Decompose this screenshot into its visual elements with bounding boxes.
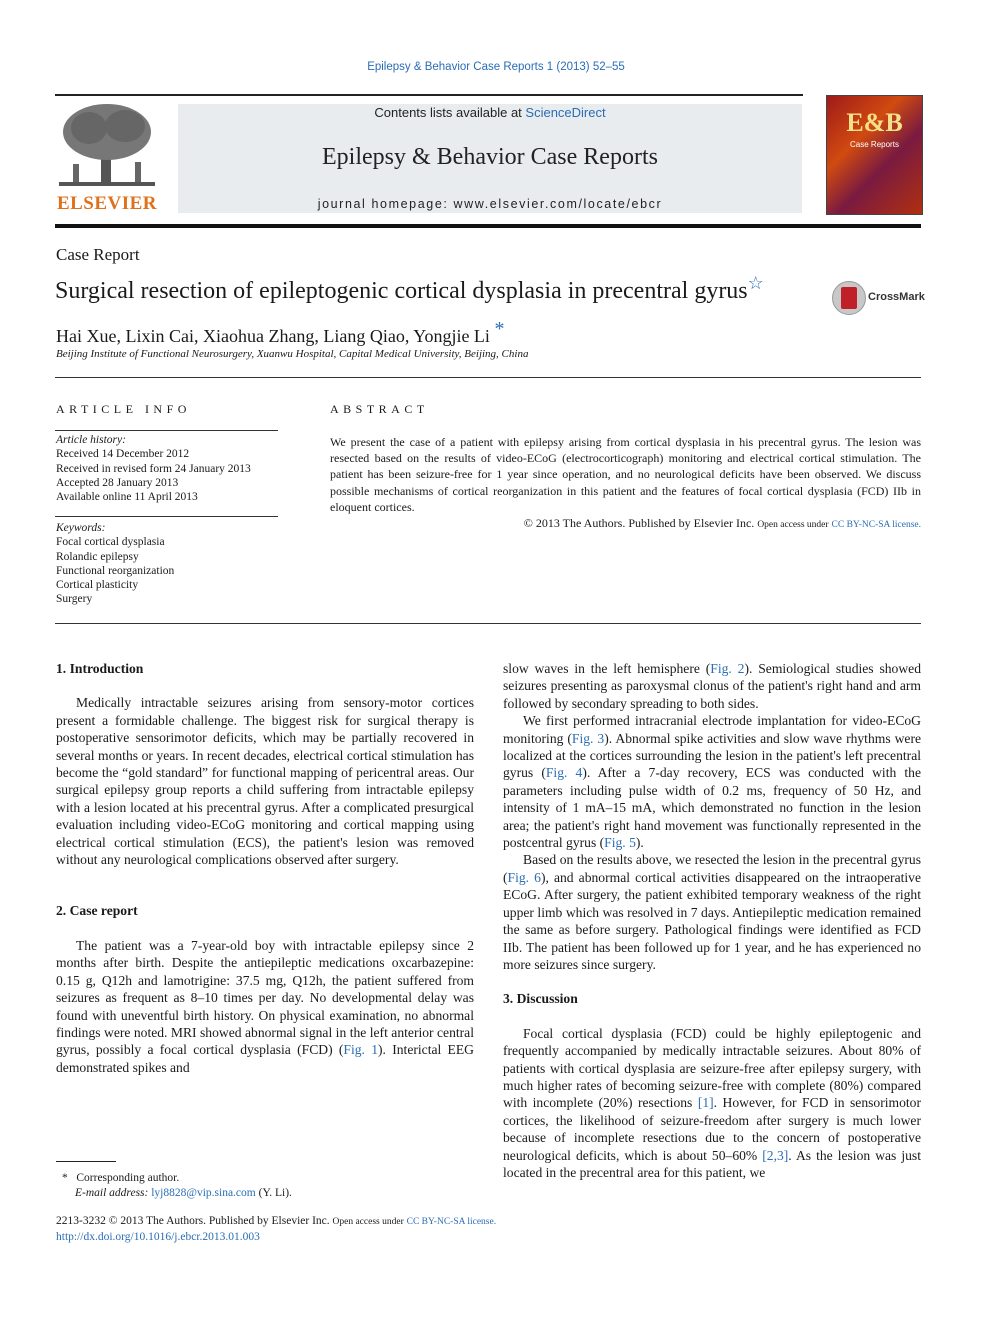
email-link[interactable]: lyj8828@vip.sina.com (151, 1187, 256, 1199)
case-report-paragraph: The patient was a 7-year-old boy with intractable epilepsy since 2 months after birth. Despite the antiepileptic medications oxcarbazepine: 0.15 g, Q12h and lamotrigine: 37.5 mg, Q12h, the patient suffered from seizures as frequent as 8–10 times per day. No developmental delay was found with uneventful birth history. On physical examination, no abnormal findings were noted. MRI showed abnormal signal in the left anterior central gyrus, possibly a focal cortical dysplasia (FCD) (Fig. 1). Interictal EEG demonstrated spikes and (56, 937, 474, 1075)
fig-2-link[interactable]: Fig. 2 (710, 661, 745, 676)
history-label: Article history: (56, 434, 126, 446)
abstract-heading: ABSTRACT (330, 402, 429, 416)
keyword: Rolandic epilepsy (56, 550, 139, 563)
footnote-rule (56, 1161, 116, 1162)
sciencedirect-link[interactable]: ScienceDirect (525, 105, 606, 120)
title-rule (55, 377, 921, 378)
doi-link[interactable]: http://dx.doi.org/10.1016/j.ebcr.2013.01.003 (56, 1231, 260, 1243)
crossmark-badge[interactable] (832, 281, 925, 315)
fig-3-link[interactable]: Fig. 3 (571, 730, 605, 746)
article-info-heading: ARTICLE INFO (56, 402, 191, 416)
history-item: Available online 11 April 2013 (56, 491, 198, 504)
cover-title: E&B (846, 108, 903, 137)
journal-homepage[interactable]: journal homepage: www.elsevier.com/locate/ebcr (317, 197, 663, 211)
abstract-rule (55, 623, 921, 624)
ref-2-3-link[interactable]: [2,3] (762, 1147, 789, 1163)
tree-icon (55, 102, 159, 190)
section-heading-discussion: 3. Discussion (503, 991, 578, 1007)
header-rule (55, 94, 803, 96)
abstract (330, 434, 921, 533)
introduction-paragraph: Medically intractable seizures arising from sensory-motor cortices present a formidable challenge. The biggest risk for surgical therapy is postoperative sensorimotor deficits, which may be partially recovered in several months or years. In recent decades, electrical cortical stimulation has become the “gold standard” for functional mapping of pericentral areas. Our surgical epilepsy group reports a child suffering from intractable epilepsy with a lesion located at his precentral gyrus. After a complicated presurgical evaluation including video-ECoG monitoring and cortical mapping using electrical cortical stimulation (ECS), the patient's lesion was removed without any neurological complications observed after surgery. (56, 695, 474, 868)
abstract-copyright: © 2013 The Authors. Published by Elsevier Inc. Open access under CC BY-NC-SA license. (523, 516, 921, 531)
section-heading-case-report: 2. Case report (56, 903, 138, 919)
author-list: Hai Xue, Lixin Cai, Xiaohua Zhang, Liang Qiao, Yongjie Li * (56, 318, 505, 346)
corresponding-author-footnote: * Corresponding author. E-mail address: lyj8828@vip.sina.com (Y. Li). (62, 1172, 292, 1199)
elsevier-logo (55, 102, 159, 214)
keywords-rule (55, 516, 278, 517)
license-link[interactable]: CC BY-NC-SA license. (831, 520, 921, 531)
keyword: Functional reorganization (56, 564, 175, 577)
left-column (56, 660, 474, 1076)
article-type: Case Report (56, 245, 140, 264)
abstract-text: We present the case of a patient with epilepsy arising from cortical dysplasia in his precentral gyrus. The lesion was resected based on the results of video-ECoG (electrocorticograph) monitoring and electrical cortical stimulation. The patient has been seizure-free for 1 year since operation, and no neurological deficits have been observed. We discuss possible mechanisms of cortical reorganization in this patient and the features of focal cortical dysplasia (FCD) IIb in eloquent cortices. (330, 435, 921, 514)
keyword: Surgery (56, 593, 93, 606)
journal-cover-image[interactable] (826, 95, 923, 215)
fig-1-link[interactable]: Fig. 1 (343, 1042, 379, 1058)
right-column (503, 660, 921, 1181)
journal-masthead (178, 104, 802, 213)
elsevier-wordmark: ELSEVIER (56, 193, 158, 214)
title-footnote-mark[interactable]: ☆ (747, 273, 764, 293)
journal-citation[interactable]: Epilepsy & Behavior Case Reports 1 (2013) 52–55 (367, 61, 625, 73)
fig-4-link[interactable]: Fig. 4 (545, 765, 583, 781)
case-report-continued: slow waves in the left hemisphere (Fig. 2). Semiological studies showed seizures presenting as paroxysmal clonus of the patient's right hand and arm followed by secondary spreading to both sides. (503, 661, 921, 711)
keyword: Focal cortical dysplasia (56, 536, 165, 549)
footer-license-link[interactable]: CC BY-NC-SA license. (406, 1217, 497, 1227)
header-thick-rule (55, 224, 921, 228)
keywords (56, 521, 278, 607)
history-item: Received in revised form 24 January 2013 (56, 462, 251, 475)
history-item: Received 14 December 2012 (56, 448, 190, 461)
article-info-rule (55, 430, 278, 431)
corresponding-author-mark[interactable]: * (494, 318, 505, 340)
crossmark-label: CrossMark (868, 291, 925, 303)
ref-1-link[interactable]: [1] (697, 1095, 714, 1111)
keyword: Cortical plasticity (56, 579, 139, 592)
journal-title: Epilepsy & Behavior Case Reports (322, 144, 658, 170)
discussion-paragraph: Focal cortical dysplasia (FCD) could be highly epileptogenic and frequently accompanied by medically intractable seizures. About 80% of patients with cortical dysplasia are seizure-free after epilepsy surgery, with much higher rates of becoming seizure-free with complete (80%) compared with incomplete (20%) resections [1]. However, for FCD in sensorimotor cortices, the likelihood of seizure-freedom after surgery is much lower because of incomplete resections due to the concern of postoperative neurological deficits, which is about 50–60% [2,3]. As the lesion was just located in the precentral area for this patient, we (503, 1025, 921, 1180)
case-report-paragraph: We first performed intracranial electrode implantation for video-ECoG monitoring (Fig. 3). Abnormal spike activities and slow wave rhythms were localized at the cortices surrounding the lesion in the patient's left precentral gyrus (Fig. 4). After a 7-day recovery, ECS was conducted with the parameters including pulse width of 0.2 ms, frequency of 50 Hz, and intensity of 1 mA–15 mA, which demonstrated no function in the lesion area; the patient's right hand movement was functionally represented in the postcentral gyrus (Fig. 5). (503, 713, 922, 851)
affiliation: Beijing Institute of Functional Neurosurgery, Xuanwu Hospital, Capital Medical University, Beijing, China (56, 348, 529, 360)
page-footer: 2213-3232 © 2013 The Authors. Published by Elsevier Inc. Open access under CC BY-NC-SA license. http://dx.doi.org/10.1016/j.ebcr.2013.01.003 (56, 1215, 497, 1243)
history-item: Accepted 28 January 2013 (56, 476, 179, 489)
section-heading-introduction: 1. Introduction (56, 661, 144, 676)
article-history (56, 433, 278, 504)
contents-line: Contents lists available at ScienceDirect (374, 105, 606, 120)
cover-subtitle: Case Reports (850, 140, 899, 149)
keywords-label: Keywords: (56, 522, 106, 534)
crossmark-icon (832, 281, 866, 315)
fig-5-link[interactable]: Fig. 5 (604, 835, 636, 851)
case-report-paragraph: Based on the results above, we resected the lesion in the precentral gyrus (Fig. 6), and abnormal cortical activities disappeared on the intraoperative ECoG. After surgery, the patient exhibited temporary weakness of the right upper limb which was resolved in 7 days. Antiepileptic medication remained the same as before surgery. Pathological findings were identified as FCD IIb. The patient has been followed up for 1 year, and he has experienced no more seizures since surgery. (503, 852, 921, 972)
fig-6-link[interactable]: Fig. 6 (507, 869, 541, 885)
article-title: Surgical resection of epileptogenic cortical dysplasia in precentral gyrus☆ (55, 273, 764, 304)
